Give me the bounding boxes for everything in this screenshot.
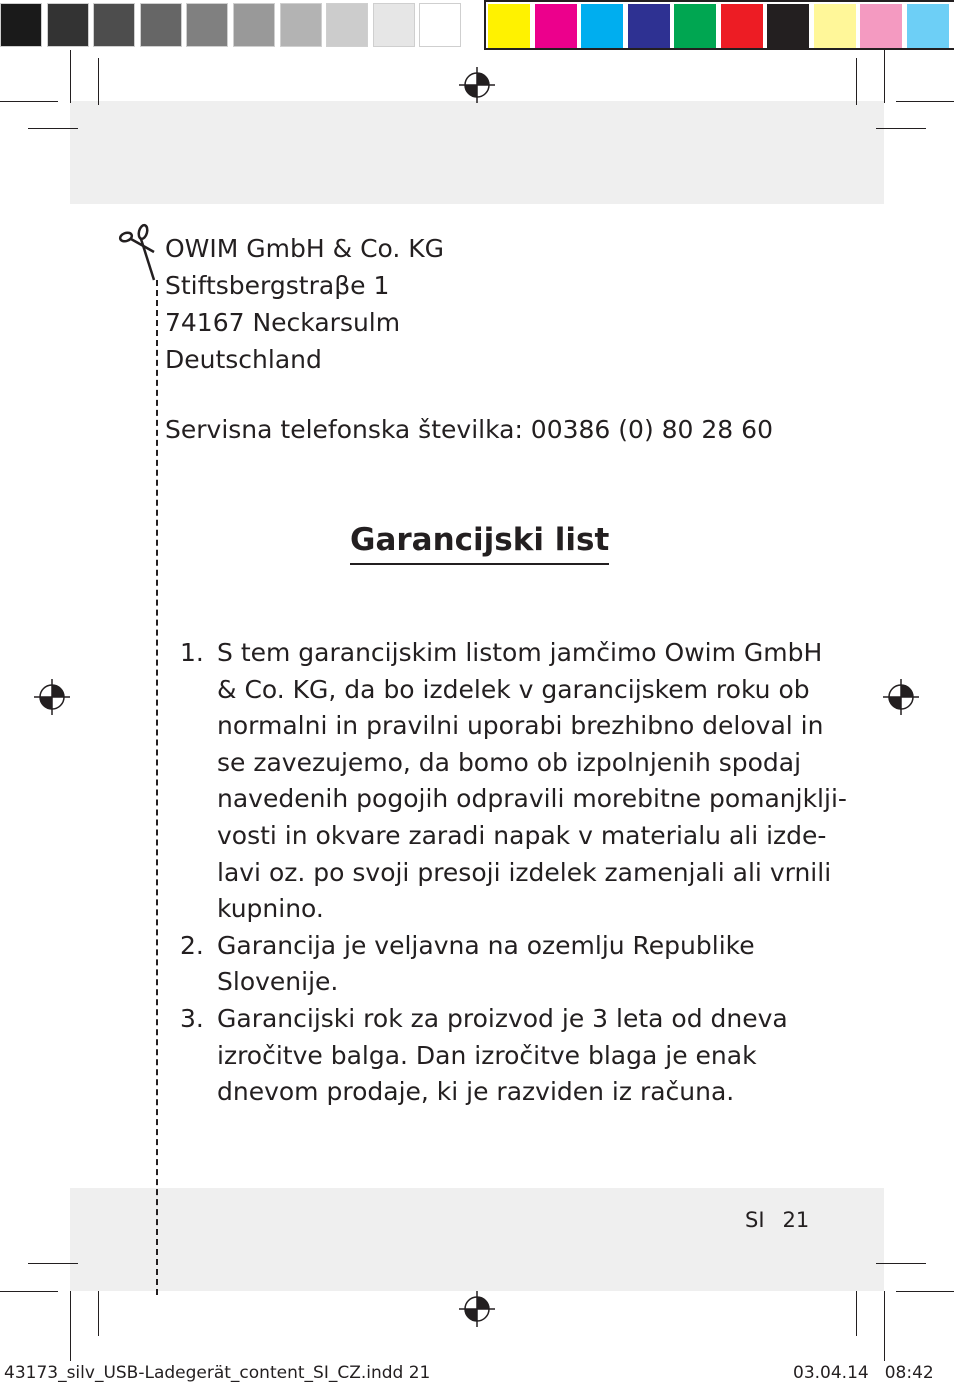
language-code: SI xyxy=(745,1208,765,1232)
item-line: se zavezujemo, da bomo ob izpolnjenih spodaj xyxy=(217,747,802,777)
item-line: Garancijski rok za proizvod je 3 leta od dneva xyxy=(217,1003,788,1033)
color-swatch xyxy=(907,4,949,48)
address-line: 74167 Neckarsulm xyxy=(165,308,401,337)
color-swatch xyxy=(721,4,763,48)
item-line: izročitve balga. Dan izročitve blaga je enak xyxy=(217,1040,757,1070)
color-swatch xyxy=(581,4,623,48)
color-swatch xyxy=(814,4,856,48)
color-swatch xyxy=(535,4,577,48)
color-swatch xyxy=(373,3,415,47)
list-item xyxy=(180,1001,800,1111)
top-gray-band xyxy=(70,101,884,204)
item-number: 1. xyxy=(180,638,204,667)
color-swatch xyxy=(186,3,228,47)
slug-filename: 43173_silv_USB-Ladegerät_content_SI_CZ.indd 21 xyxy=(4,1363,431,1383)
slug-date: 03.04.14 xyxy=(793,1363,869,1383)
color-swatch xyxy=(140,3,182,47)
color-swatch xyxy=(0,3,42,47)
address-line: Deutschland xyxy=(165,345,322,374)
grayscale-color-bar xyxy=(0,0,466,50)
registration-mark-icon xyxy=(34,679,70,715)
scissors-icon xyxy=(116,222,156,284)
registration-mark-icon xyxy=(883,679,919,715)
color-swatch xyxy=(47,3,89,47)
address-line: Stiftsbergstraβe 1 xyxy=(165,271,390,300)
item-line: Slovenije. xyxy=(217,967,339,997)
color-swatch xyxy=(280,3,322,47)
cut-line xyxy=(156,280,158,1295)
color-swatch xyxy=(488,4,530,48)
slug-time: 08:42 xyxy=(884,1363,934,1383)
color-swatch xyxy=(326,3,368,47)
item-line: & Co. KG, da bo izdelek v garancijskem roku ob xyxy=(217,674,810,704)
item-line: Garancija je veljavna na ozemlju Republike xyxy=(217,930,755,960)
manufacturer-address xyxy=(165,230,444,378)
page-title: Garancijski list xyxy=(350,520,609,565)
item-line: navedenih pogojih odpravili morebitne pomanjklji- xyxy=(217,784,847,814)
slug-timestamp xyxy=(793,1363,934,1383)
page-folio xyxy=(745,1208,809,1232)
color-swatch xyxy=(419,3,461,47)
warranty-terms-list xyxy=(180,635,847,1111)
registration-mark-icon xyxy=(459,1291,495,1327)
bottom-gray-band xyxy=(70,1188,884,1291)
item-line: vosti in okvare zaradi napak v materialu ali izde- xyxy=(217,820,827,850)
registration-mark-icon xyxy=(459,67,495,103)
address-line: OWIM GmbH & Co. KG xyxy=(165,234,445,263)
item-line: S tem garancijskim listom jamčimo Owim GmbH xyxy=(217,638,823,667)
item-line: lavi oz. po svoji presoji izdelek zamenjali ali vrnili xyxy=(217,857,832,887)
color-swatch xyxy=(628,4,670,48)
color-swatch xyxy=(860,4,902,48)
color-swatch xyxy=(233,3,275,47)
page-number: 21 xyxy=(782,1208,810,1232)
service-phone: Servisna telefonska številka: 00386 (0) 80 28 60 xyxy=(165,415,773,444)
item-number: 2. xyxy=(180,930,204,960)
item-line: normalni in pravilni uporabi brezhibno deloval in xyxy=(217,711,824,741)
color-swatch xyxy=(767,4,809,48)
item-number: 3. xyxy=(180,1003,204,1033)
process-color-bar xyxy=(484,0,954,50)
item-line: dnevom prodaje, ki je razviden iz računa. xyxy=(217,1077,735,1107)
item-line: kupnino. xyxy=(217,894,324,924)
list-item xyxy=(180,928,800,1001)
list-item xyxy=(180,635,847,928)
color-swatch xyxy=(93,3,135,47)
color-swatch xyxy=(674,4,716,48)
